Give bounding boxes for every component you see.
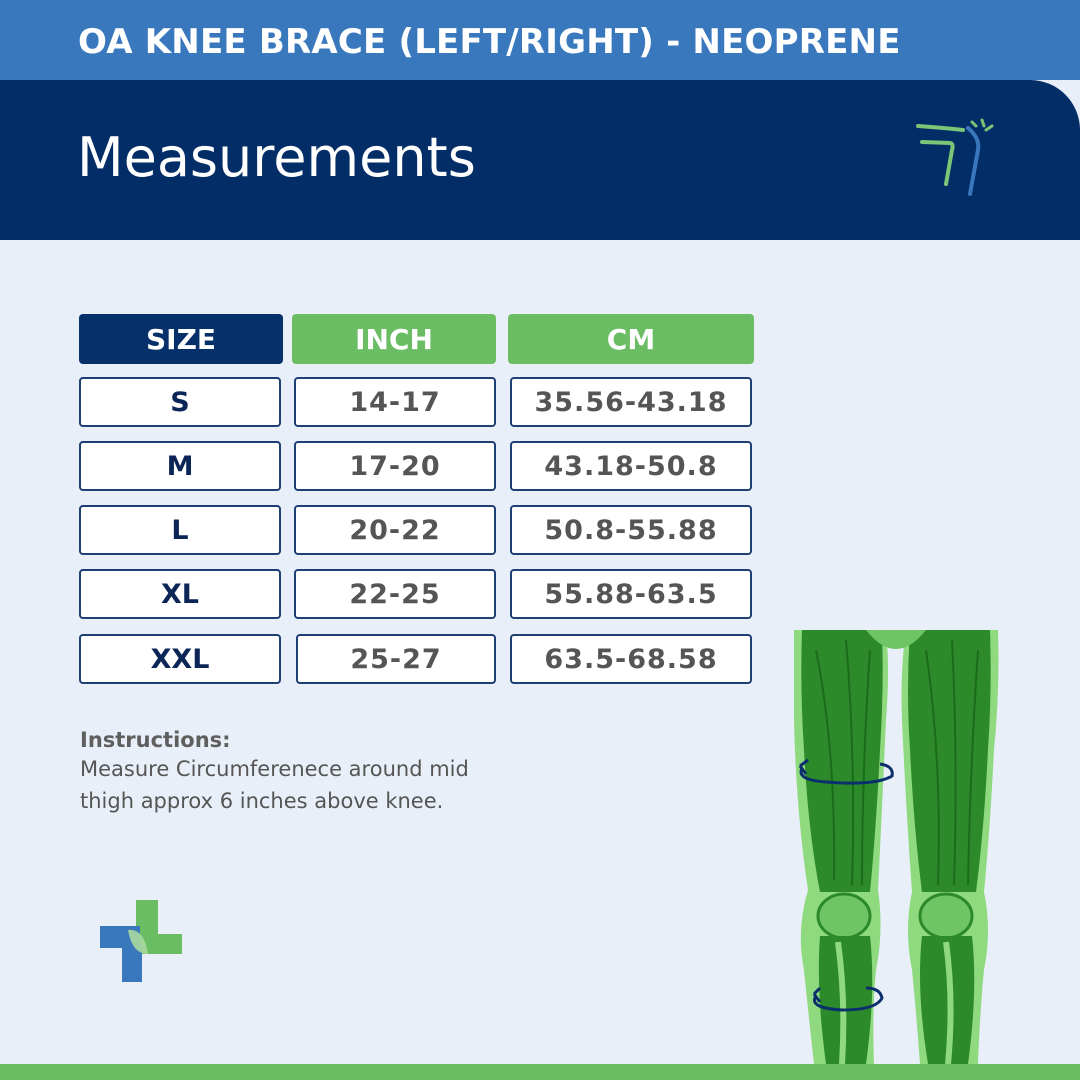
medical-cross-logo-icon bbox=[100, 900, 182, 982]
column-header-size: SIZE bbox=[79, 314, 283, 364]
product-title: OA KNEE BRACE (LEFT/RIGHT) - NEOPRENE bbox=[78, 22, 901, 62]
size-cell: XXL bbox=[79, 634, 281, 684]
knee-leg-logo-icon bbox=[898, 116, 998, 208]
size-cell: M bbox=[79, 441, 281, 491]
size-cell: XL bbox=[79, 569, 281, 619]
page-title: Measurements bbox=[77, 126, 476, 189]
cm-cell: 35.56-43.18 bbox=[510, 377, 752, 427]
cm-cell: 43.18-50.8 bbox=[510, 441, 752, 491]
instructions bbox=[80, 728, 520, 816]
top-band bbox=[0, 0, 1080, 80]
cm-cell: 50.8-55.88 bbox=[510, 505, 752, 555]
size-table bbox=[79, 314, 754, 686]
cm-cell: 55.88-63.5 bbox=[510, 569, 752, 619]
size-cell: S bbox=[79, 377, 281, 427]
instructions-line: Measure Circumferenece around mid bbox=[80, 757, 469, 781]
inch-cell: 17-20 bbox=[294, 441, 496, 491]
instructions-label: Instructions: bbox=[80, 728, 231, 752]
column-header-cm: CM bbox=[508, 314, 754, 364]
size-cell: L bbox=[79, 505, 281, 555]
inch-cell: 25-27 bbox=[296, 634, 496, 684]
inch-cell: 14-17 bbox=[294, 377, 496, 427]
bottom-bar bbox=[0, 1064, 1080, 1080]
leg-muscles-illustration bbox=[786, 630, 1016, 1064]
column-header-inch: INCH bbox=[292, 314, 496, 364]
inch-cell: 22-25 bbox=[294, 569, 496, 619]
cm-cell: 63.5-68.58 bbox=[510, 634, 752, 684]
instructions-line: thigh approx 6 inches above knee. bbox=[80, 789, 444, 813]
inch-cell: 20-22 bbox=[294, 505, 496, 555]
header-panel bbox=[0, 80, 1080, 240]
